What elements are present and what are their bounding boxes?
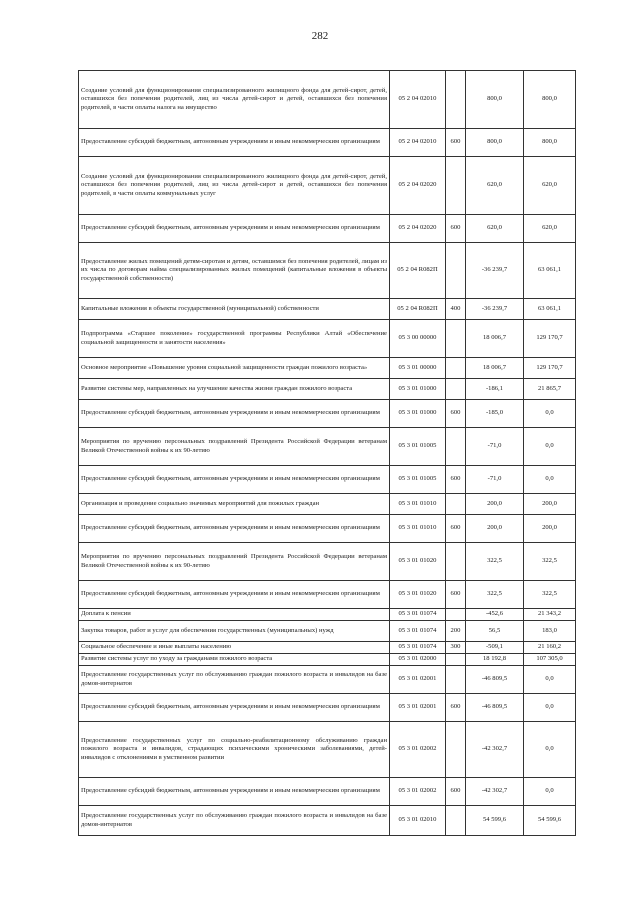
row-amount-total-cell: 620,0 — [524, 157, 576, 215]
row-amount-total-cell: 21 343,2 — [524, 609, 576, 621]
row-name-cell: Мероприятия по вручению персональных поздравлений Президента Российской Федерации ветеранам Великой Отечественной войны к их 90-летию — [79, 543, 390, 581]
row-name-cell: Предоставление субсидий бюджетным, автономным учреждениям и иным некоммерческим организациям — [79, 581, 390, 609]
row-expense-type-cell — [446, 654, 466, 666]
table-row — [79, 642, 576, 654]
row-name-cell: Предоставление жилых помещений детям-сиротам и детям, оставшимся без попечения родителей, лицам из их числа по договорам найма специализированных жилых помещений (капитальные вложения в объекты государственной собственности) — [79, 243, 390, 299]
row-code-cell: 05 3 01 02000 — [390, 654, 446, 666]
row-amount-total-cell: 0,0 — [524, 428, 576, 466]
row-expense-type-cell — [446, 243, 466, 299]
table-row — [79, 379, 576, 400]
row-amount-change-cell: 620,0 — [466, 215, 524, 243]
row-amount-change-cell: -36 239,7 — [466, 299, 524, 320]
row-expense-type-cell — [446, 609, 466, 621]
row-amount-change-cell: -46 809,5 — [466, 694, 524, 722]
row-code-cell: 05 3 01 01005 — [390, 428, 446, 466]
row-code-cell: 05 3 01 02010 — [390, 806, 446, 836]
row-code-cell: 05 2 04 02020 — [390, 215, 446, 243]
row-expense-type-cell — [446, 722, 466, 778]
row-amount-total-cell: 200,0 — [524, 494, 576, 515]
row-name-cell: Предоставление субсидий бюджетным, автономным учреждениям и иным некоммерческим организациям — [79, 778, 390, 806]
row-amount-change-cell: -185,0 — [466, 400, 524, 428]
row-expense-type-cell: 600 — [446, 215, 466, 243]
row-name-cell: Предоставление субсидий бюджетным, автономным учреждениям и иным некоммерческим организациям — [79, 515, 390, 543]
row-code-cell: 05 3 01 02001 — [390, 694, 446, 722]
row-amount-total-cell: 21 160,2 — [524, 642, 576, 654]
row-code-cell: 05 3 01 01010 — [390, 494, 446, 515]
row-expense-type-cell — [446, 428, 466, 466]
row-name-cell: Предоставление субсидий бюджетным, автономным учреждениям и иным некоммерческим организациям — [79, 694, 390, 722]
row-amount-change-cell: -71,0 — [466, 466, 524, 494]
row-amount-change-cell: -42 302,7 — [466, 778, 524, 806]
row-name-cell: Предоставление субсидий бюджетным, автономным учреждениям и иным некоммерческим организациям — [79, 400, 390, 428]
row-amount-change-cell: -509,1 — [466, 642, 524, 654]
row-code-cell: 05 2 04 02020 — [390, 157, 446, 215]
row-amount-total-cell: 183,0 — [524, 621, 576, 642]
row-amount-change-cell: 54 599,6 — [466, 806, 524, 836]
row-name-cell: Предоставление субсидий бюджетным, автономным учреждениям и иным некоммерческим организациям — [79, 129, 390, 157]
row-amount-total-cell: 0,0 — [524, 694, 576, 722]
row-code-cell: 05 3 01 01020 — [390, 581, 446, 609]
row-amount-total-cell: 800,0 — [524, 71, 576, 129]
row-name-cell: Мероприятия по вручению персональных поздравлений Президента Российской Федерации ветеранам Великой Отечественной войны к их 90-летию — [79, 428, 390, 466]
row-amount-change-cell: -36 239,7 — [466, 243, 524, 299]
table-row — [79, 215, 576, 243]
row-expense-type-cell — [446, 494, 466, 515]
row-amount-total-cell: 129 170,7 — [524, 320, 576, 358]
row-code-cell: 05 3 01 01020 — [390, 543, 446, 581]
row-amount-change-cell: 200,0 — [466, 494, 524, 515]
table-row — [79, 722, 576, 778]
row-amount-change-cell: 800,0 — [466, 71, 524, 129]
row-name-cell: Предоставление государственных услуг по обслуживанию граждан пожилого возраста и инвалидов на базе домов-интернатов — [79, 666, 390, 694]
row-expense-type-cell: 600 — [446, 778, 466, 806]
row-code-cell: 05 3 01 02002 — [390, 722, 446, 778]
row-name-cell: Создание условий для функционирования специализированного жилищного фонда для детей-сирот, детей, оставшихся без попечения родителей, лиц из числа детей-сирот и детей, оставшихся без попечения родителей, в части оплаты налога на имущество — [79, 71, 390, 129]
row-code-cell: 05 2 04 02010 — [390, 71, 446, 129]
row-amount-change-cell: -42 302,7 — [466, 722, 524, 778]
row-amount-change-cell: 322,5 — [466, 581, 524, 609]
row-name-cell: Организация и проведение социально значимых мероприятий для пожилых граждан — [79, 494, 390, 515]
row-code-cell: 05 3 01 00000 — [390, 358, 446, 379]
table-row — [79, 358, 576, 379]
row-name-cell: Капитальные вложения в объекты государственной (муниципальной) собственности — [79, 299, 390, 320]
table-row — [79, 320, 576, 358]
row-amount-total-cell: 0,0 — [524, 778, 576, 806]
row-amount-total-cell: 54 599,6 — [524, 806, 576, 836]
row-name-cell: Создание условий для функционирования специализированного жилищного фонда для детей-сирот, детей, оставшихся без попечения родителей, лиц из числа детей-сирот и детей, оставшихся без попечения родителей, в части оплаты коммунальных услуг — [79, 157, 390, 215]
row-code-cell: 05 3 00 00000 — [390, 320, 446, 358]
row-expense-type-cell: 600 — [446, 129, 466, 157]
table-row — [79, 609, 576, 621]
row-amount-change-cell: 620,0 — [466, 157, 524, 215]
row-expense-type-cell — [446, 666, 466, 694]
row-code-cell: 05 2 04 R082П — [390, 243, 446, 299]
row-amount-total-cell: 21 865,7 — [524, 379, 576, 400]
table-row — [79, 543, 576, 581]
row-code-cell: 05 2 04 02010 — [390, 129, 446, 157]
row-amount-change-cell: 200,0 — [466, 515, 524, 543]
row-expense-type-cell — [446, 157, 466, 215]
row-expense-type-cell: 400 — [446, 299, 466, 320]
table-row — [79, 621, 576, 642]
row-amount-change-cell: 322,5 — [466, 543, 524, 581]
table-row — [79, 654, 576, 666]
row-expense-type-cell — [446, 71, 466, 129]
row-code-cell: 05 3 01 01000 — [390, 379, 446, 400]
table-body — [79, 71, 576, 836]
row-code-cell: 05 3 01 02001 — [390, 666, 446, 694]
row-amount-change-cell: 18 006,7 — [466, 358, 524, 379]
table-row — [79, 400, 576, 428]
row-name-cell: Предоставление государственных услуг по социально-реабилитационному обслуживанию граждан пожилого возраста и инвалидов, страдающих психическими хроническими заболеваниями, детей-инвалидов с отклонениями в умственном развитии — [79, 722, 390, 778]
row-amount-total-cell: 620,0 — [524, 215, 576, 243]
budget-table — [78, 70, 576, 836]
table-row — [79, 666, 576, 694]
row-name-cell: Развитие системы мер, направленных на улучшение качества жизни граждан пожилого возраста — [79, 379, 390, 400]
row-expense-type-cell — [446, 379, 466, 400]
row-amount-total-cell: 0,0 — [524, 466, 576, 494]
row-amount-total-cell: 0,0 — [524, 666, 576, 694]
table-row — [79, 494, 576, 515]
row-name-cell: Предоставление субсидий бюджетным, автономным учреждениям и иным некоммерческим организациям — [79, 215, 390, 243]
row-amount-change-cell: -452,6 — [466, 609, 524, 621]
row-name-cell: Основное мероприятие «Повышение уровня социальной защищенности граждан пожилого возраста» — [79, 358, 390, 379]
row-expense-type-cell: 300 — [446, 642, 466, 654]
row-amount-total-cell: 63 061,1 — [524, 299, 576, 320]
row-expense-type-cell — [446, 320, 466, 358]
row-amount-total-cell: 200,0 — [524, 515, 576, 543]
table-row — [79, 806, 576, 836]
row-expense-type-cell: 600 — [446, 581, 466, 609]
row-amount-total-cell: 322,5 — [524, 581, 576, 609]
row-code-cell: 05 3 01 01005 — [390, 466, 446, 494]
row-expense-type-cell: 600 — [446, 400, 466, 428]
row-code-cell: 05 3 01 01000 — [390, 400, 446, 428]
row-name-cell: Закупка товаров, работ и услуг для обеспечения государственных (муниципальных) нужд — [79, 621, 390, 642]
table-row — [79, 299, 576, 320]
row-expense-type-cell: 600 — [446, 694, 466, 722]
row-amount-total-cell: 322,5 — [524, 543, 576, 581]
table-row — [79, 581, 576, 609]
table-row — [79, 515, 576, 543]
row-name-cell: Социальное обеспечение и иные выплаты населению — [79, 642, 390, 654]
row-amount-change-cell: 56,5 — [466, 621, 524, 642]
row-amount-total-cell: 0,0 — [524, 400, 576, 428]
row-expense-type-cell: 600 — [446, 515, 466, 543]
row-expense-type-cell: 600 — [446, 466, 466, 494]
row-code-cell: 05 3 01 01074 — [390, 642, 446, 654]
table-row — [79, 129, 576, 157]
table-row — [79, 694, 576, 722]
row-name-cell: Предоставление государственных услуг по обслуживанию граждан пожилого возраста и инвалидов на базе домов-интернатов — [79, 806, 390, 836]
table-row — [79, 466, 576, 494]
row-expense-type-cell — [446, 543, 466, 581]
row-name-cell: Доплата к пенсии — [79, 609, 390, 621]
row-amount-change-cell: -186,1 — [466, 379, 524, 400]
row-amount-change-cell: -71,0 — [466, 428, 524, 466]
row-amount-change-cell: 18 006,7 — [466, 320, 524, 358]
row-code-cell: 05 3 01 01010 — [390, 515, 446, 543]
row-amount-total-cell: 63 061,1 — [524, 243, 576, 299]
row-amount-total-cell: 129 170,7 — [524, 358, 576, 379]
table-row — [79, 428, 576, 466]
row-expense-type-cell — [446, 358, 466, 379]
table-row — [79, 157, 576, 215]
row-name-cell: Развитие системы услуг по уходу за гражданами пожилого возраста — [79, 654, 390, 666]
row-expense-type-cell — [446, 806, 466, 836]
row-amount-change-cell: 18 192,8 — [466, 654, 524, 666]
row-amount-total-cell: 0,0 — [524, 722, 576, 778]
row-code-cell: 05 3 01 01074 — [390, 621, 446, 642]
row-code-cell: 05 3 01 02002 — [390, 778, 446, 806]
table-row — [79, 243, 576, 299]
row-expense-type-cell: 200 — [446, 621, 466, 642]
table-row — [79, 778, 576, 806]
table-row — [79, 71, 576, 129]
row-amount-total-cell: 800,0 — [524, 129, 576, 157]
row-code-cell: 05 2 04 R082П — [390, 299, 446, 320]
row-amount-change-cell: 800,0 — [466, 129, 524, 157]
row-name-cell: Предоставление субсидий бюджетным, автономным учреждениям и иным некоммерческим организациям — [79, 466, 390, 494]
page-number: 282 — [311, 30, 329, 42]
row-amount-total-cell: 107 305,0 — [524, 654, 576, 666]
row-amount-change-cell: -46 809,5 — [466, 666, 524, 694]
row-name-cell: Подпрограмма «Старшее поколение» государственной программы Республики Алтай «Обеспечение социальной защищенности и занятости населения» — [79, 320, 390, 358]
row-code-cell: 05 3 01 01074 — [390, 609, 446, 621]
